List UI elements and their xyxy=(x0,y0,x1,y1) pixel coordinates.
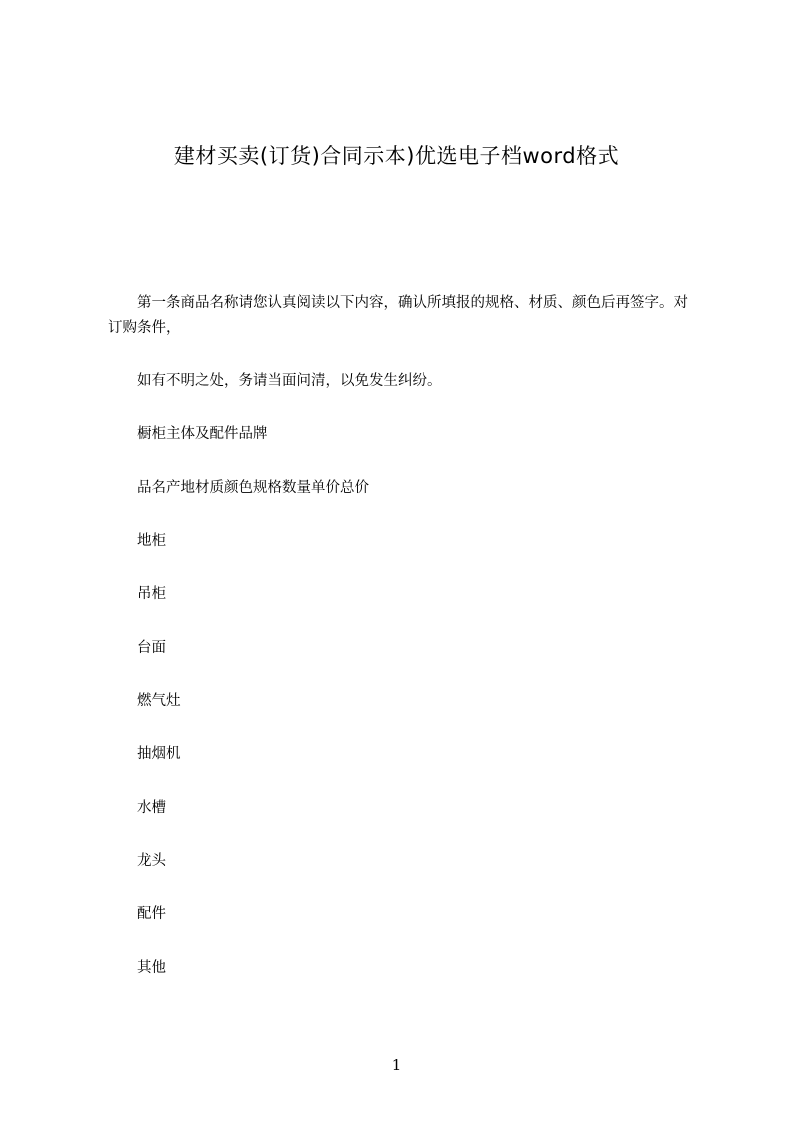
text-line: 品名产地材质颜色规格数量单价总价 xyxy=(137,480,369,496)
list-item: 吊柜 xyxy=(137,586,166,602)
page-number: 1 xyxy=(391,1056,402,1074)
document-title: 建材买卖(订货)合同示本)优选电子档word格式 xyxy=(173,144,620,168)
list-item: 龙头 xyxy=(137,853,166,869)
text-line: 如有不明之处，务请当面问清，以免发生纠纷。 xyxy=(137,373,442,389)
list-item: 配件 xyxy=(137,906,166,922)
list-item: 台面 xyxy=(137,640,166,656)
text-line: 橱柜主体及配件品牌 xyxy=(137,426,268,442)
list-item: 燃气灶 xyxy=(137,693,181,709)
list-item: 其他 xyxy=(137,960,166,976)
list-item: 水槽 xyxy=(137,800,166,816)
intro-paragraph: 第一条商品名称请您认真阅读以下内容，确认所填报的规格、材质、颜色后再签字。对订购条件， xyxy=(108,295,688,336)
list-item: 抽烟机 xyxy=(137,746,181,762)
list-item: 地柜 xyxy=(137,533,166,549)
